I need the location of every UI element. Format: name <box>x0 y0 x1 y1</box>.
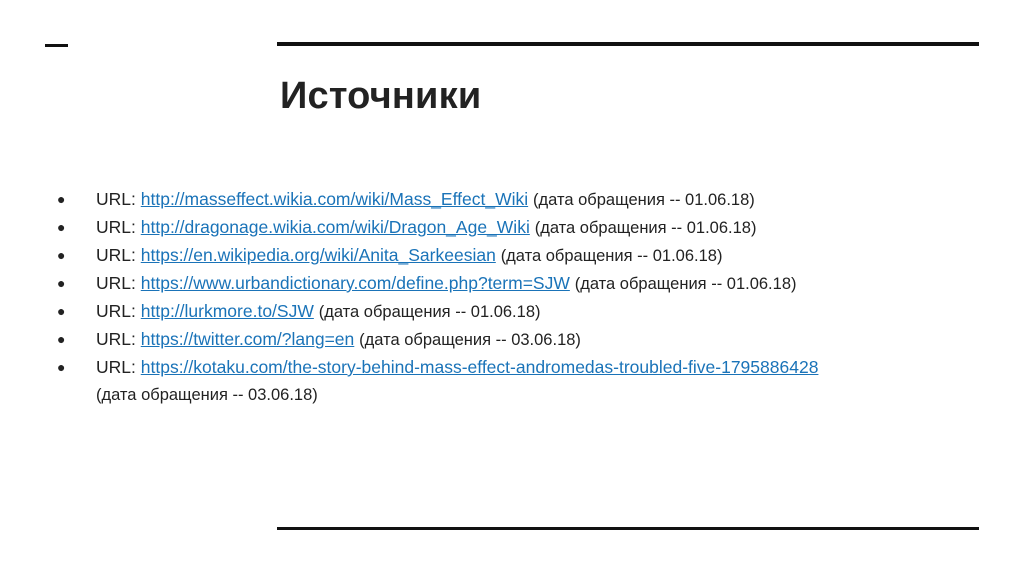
bullet-icon: ● <box>57 331 66 347</box>
access-date: (дата обращения -- 03.06.18) <box>96 386 318 404</box>
access-date: (дата обращения -- 01.06.18) <box>534 219 757 237</box>
url-prefix: URL: <box>96 357 136 377</box>
source-link[interactable]: https://twitter.com/?lang=en <box>140 329 355 349</box>
source-link[interactable]: http://masseffect.wikia.com/wiki/Mass_Effect_Wiki <box>140 189 529 209</box>
top-divider <box>277 42 979 46</box>
list-item <box>52 298 982 326</box>
source-link[interactable]: https://www.urbandictionary.com/define.php?term=SJW <box>140 273 570 293</box>
url-prefix: URL: <box>96 273 136 293</box>
list-item <box>52 242 982 270</box>
bottom-divider <box>277 527 979 530</box>
list-item <box>52 326 982 354</box>
access-date: (дата обращения -- 01.06.18) <box>318 303 541 321</box>
bullet-icon: ● <box>57 359 66 375</box>
source-link[interactable]: https://en.wikipedia.org/wiki/Anita_Sarkeesian <box>140 245 496 265</box>
access-date: (дата обращения -- 01.06.18) <box>574 275 797 293</box>
source-link[interactable]: http://lurkmore.to/SJW <box>140 301 314 321</box>
bullet-icon: ● <box>57 219 66 235</box>
decorative-dash <box>45 44 68 47</box>
access-date: (дата обращения -- 01.06.18) <box>533 191 755 209</box>
list-item <box>52 214 982 242</box>
url-prefix: URL: <box>96 189 136 209</box>
page-title: Источники <box>280 75 482 117</box>
url-prefix: URL: <box>96 217 136 237</box>
url-prefix: URL: <box>96 329 136 349</box>
access-date: (дата обращения -- 01.06.18) <box>500 247 723 265</box>
bullet-icon: ● <box>57 303 66 319</box>
bullet-icon: ● <box>57 275 66 291</box>
list-item <box>52 186 982 214</box>
list-item <box>52 354 982 409</box>
url-prefix: URL: <box>96 245 136 265</box>
url-prefix: URL: <box>96 301 136 321</box>
bullet-icon: ● <box>57 191 66 207</box>
sources-list <box>52 186 982 409</box>
source-link[interactable]: https://kotaku.com/the-story-behind-mass-effect-andromedas-troubled-five-1795886428 <box>140 357 819 377</box>
list-item <box>52 270 982 298</box>
access-date: (дата обращения -- 03.06.18) <box>359 331 581 349</box>
source-link[interactable]: http://dragonage.wikia.com/wiki/Dragon_Age_Wiki <box>140 217 530 237</box>
bullet-icon: ● <box>57 247 66 263</box>
